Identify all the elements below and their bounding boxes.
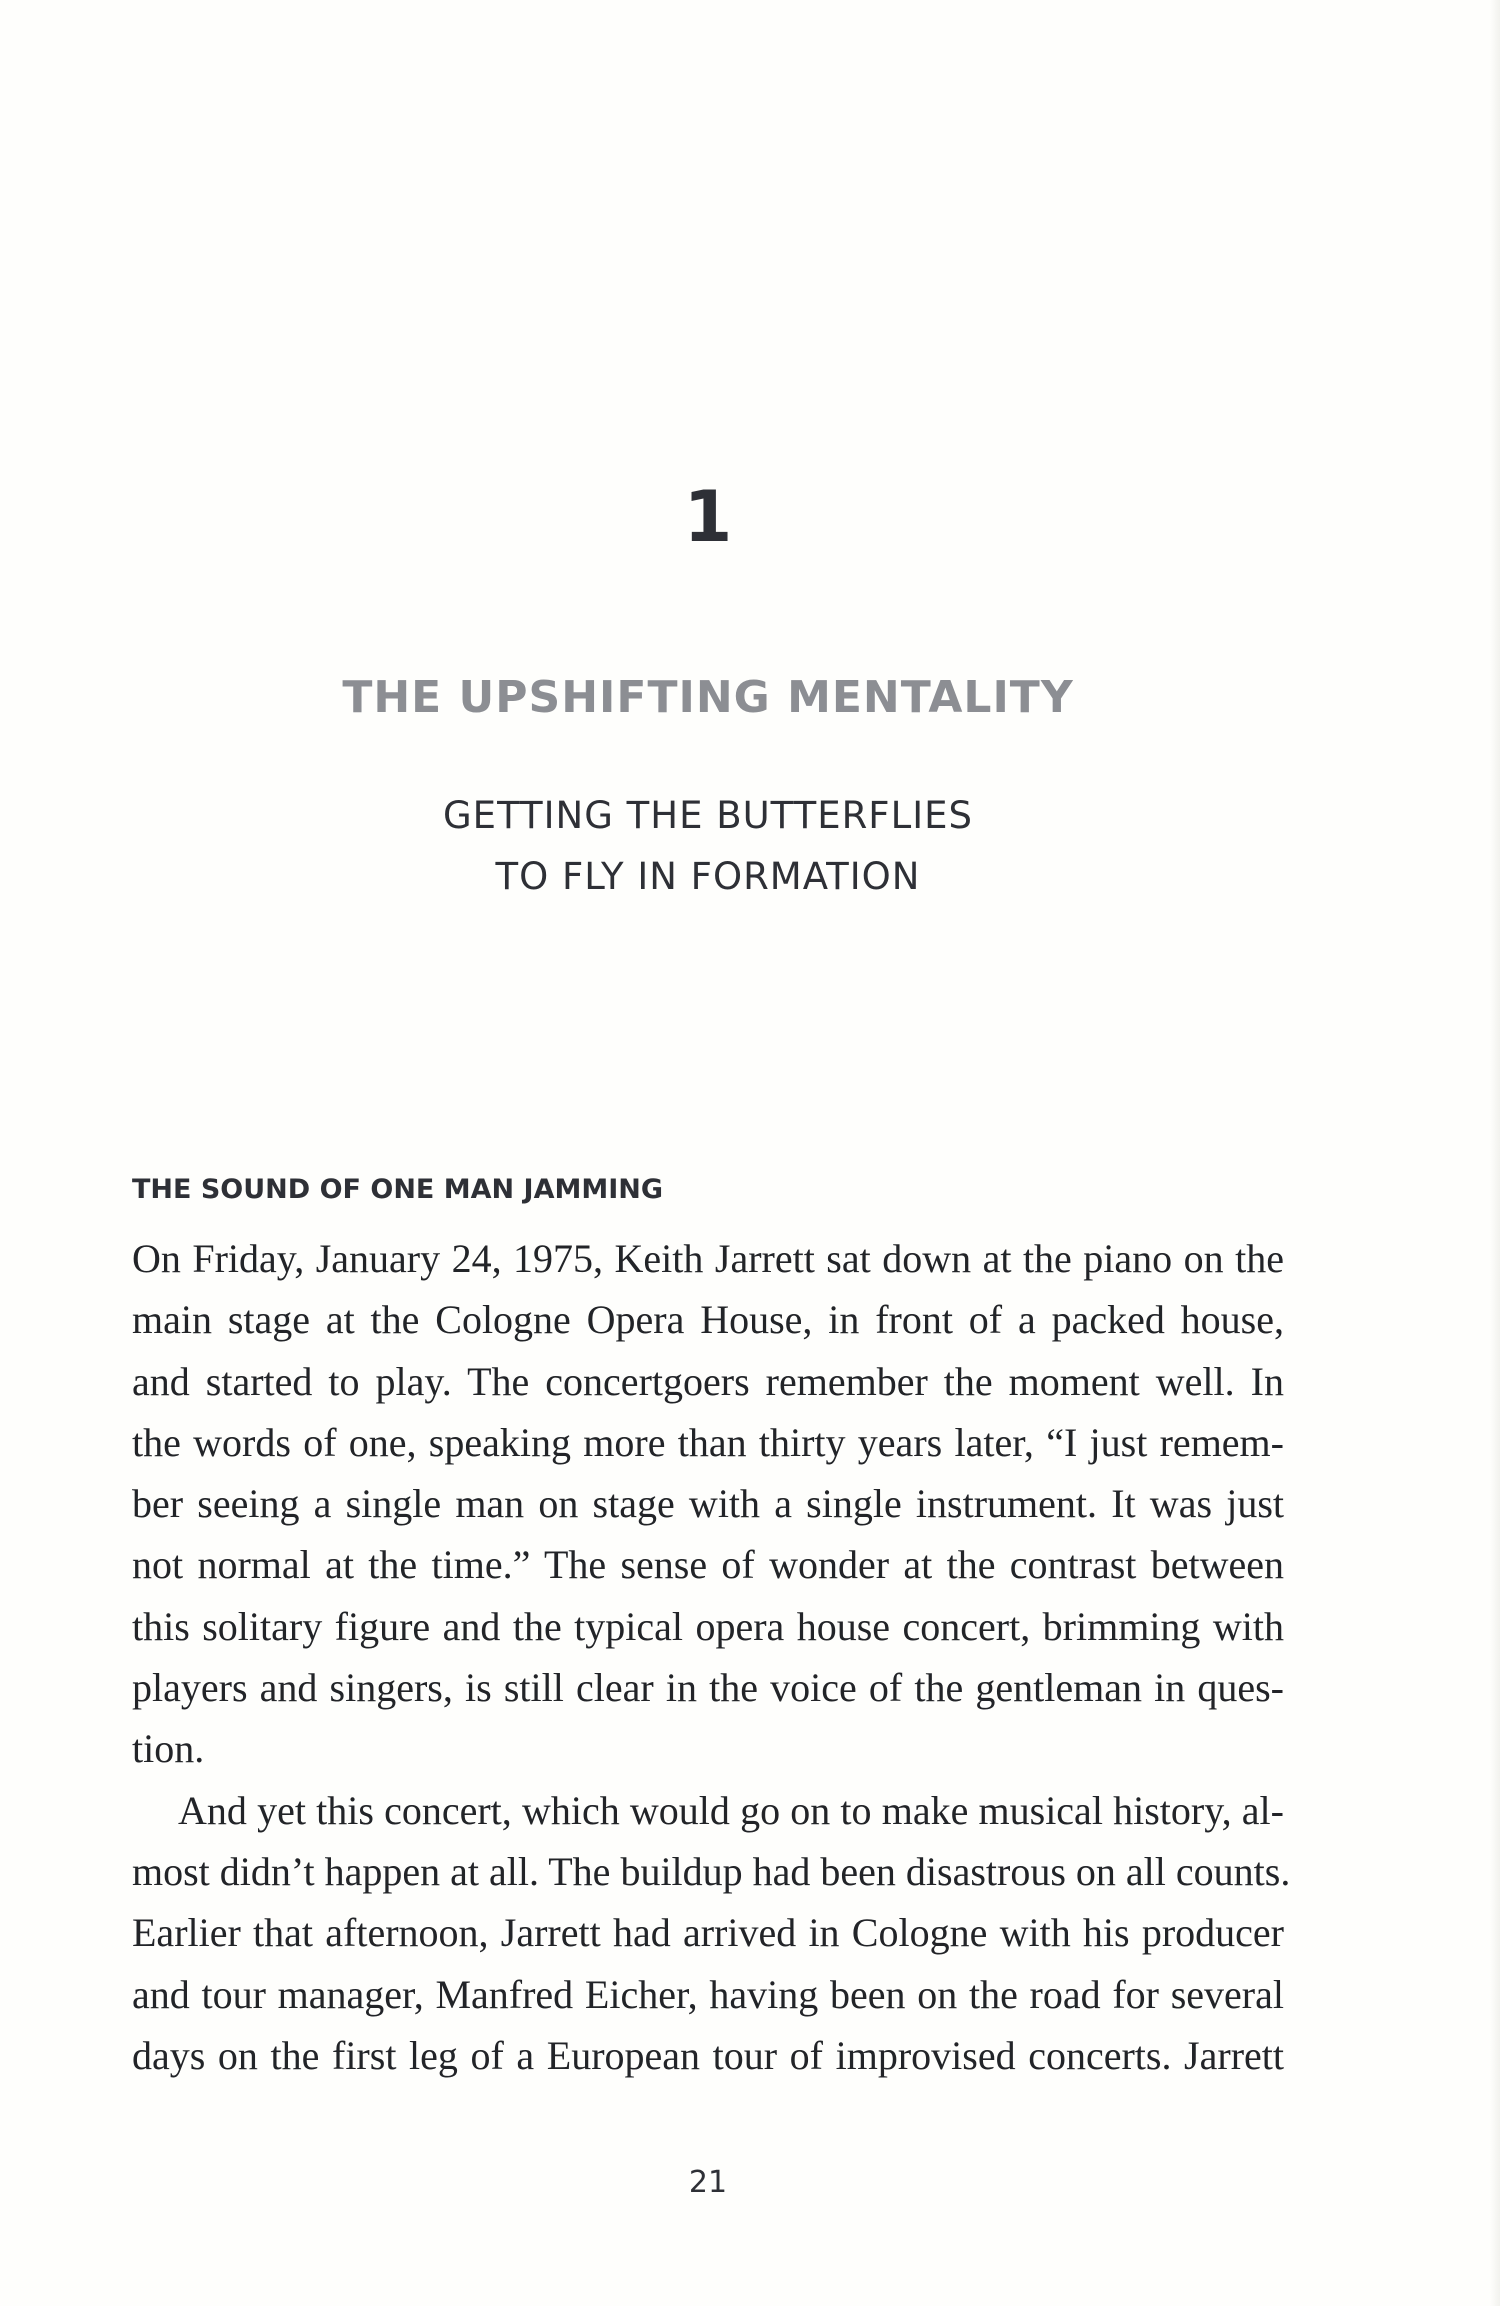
chapter-number: 1 [683, 476, 733, 558]
paragraph-1 [132, 1228, 1284, 1780]
text-line: On Friday, January 24, 1975, Keith Jarrett sat down at the piano on the [132, 1236, 1284, 1281]
chapter-subtitle-line: GETTING THE BUTTERFLIES [443, 794, 973, 837]
page-number: 21 [688, 2165, 728, 2200]
text-line: and started to play. The concertgoers remember the moment well. In [132, 1358, 1284, 1404]
chapter-subtitle-line: TO FLY IN FORMATION [495, 855, 921, 898]
body-text [132, 1228, 1291, 2086]
text-line: and tour manager, Manfred Eicher, having been on the road for several [132, 1971, 1284, 2017]
page-edge-shadow [1490, 0, 1500, 2306]
chapter-subtitle [0, 785, 1416, 907]
text-line: Earlier that afternoon, Jarrett had arrived in Cologne with his producer [132, 1910, 1284, 1956]
text-line: not normal at the time.” The sense of wonder at the contrast between [132, 1542, 1284, 1588]
text-line: And yet this concert, which would go on to make musical history, al- [178, 1787, 1284, 1833]
text-line: most didn’t happen at all. The buildup had been disastrous on all counts. [132, 1848, 1291, 1894]
text-line: the words of one, speaking more than thirty years later, “I just remem- [132, 1419, 1284, 1465]
text-line: this solitary figure and the typical opera house concert, brimming with [132, 1603, 1284, 1649]
paragraph-2 [132, 1780, 1291, 2086]
text-line: players and singers, is still clear in the voice of the gentleman in ques- [132, 1665, 1284, 1711]
section-heading: THE SOUND OF ONE MAN JAMMING [132, 1174, 664, 1205]
text-line: tion. [132, 1726, 205, 1772]
text-line: main stage at the Cologne Opera House, in front of a packed house, [132, 1297, 1284, 1343]
text-line: ber seeing a single man on stage with a single instrument. It was just [132, 1481, 1284, 1527]
text-line: days on the first leg of a European tour of improvised concerts. Jarrett [132, 2032, 1284, 2078]
chapter-title: THE UPSHIFTING MENTALITY [342, 672, 1074, 723]
